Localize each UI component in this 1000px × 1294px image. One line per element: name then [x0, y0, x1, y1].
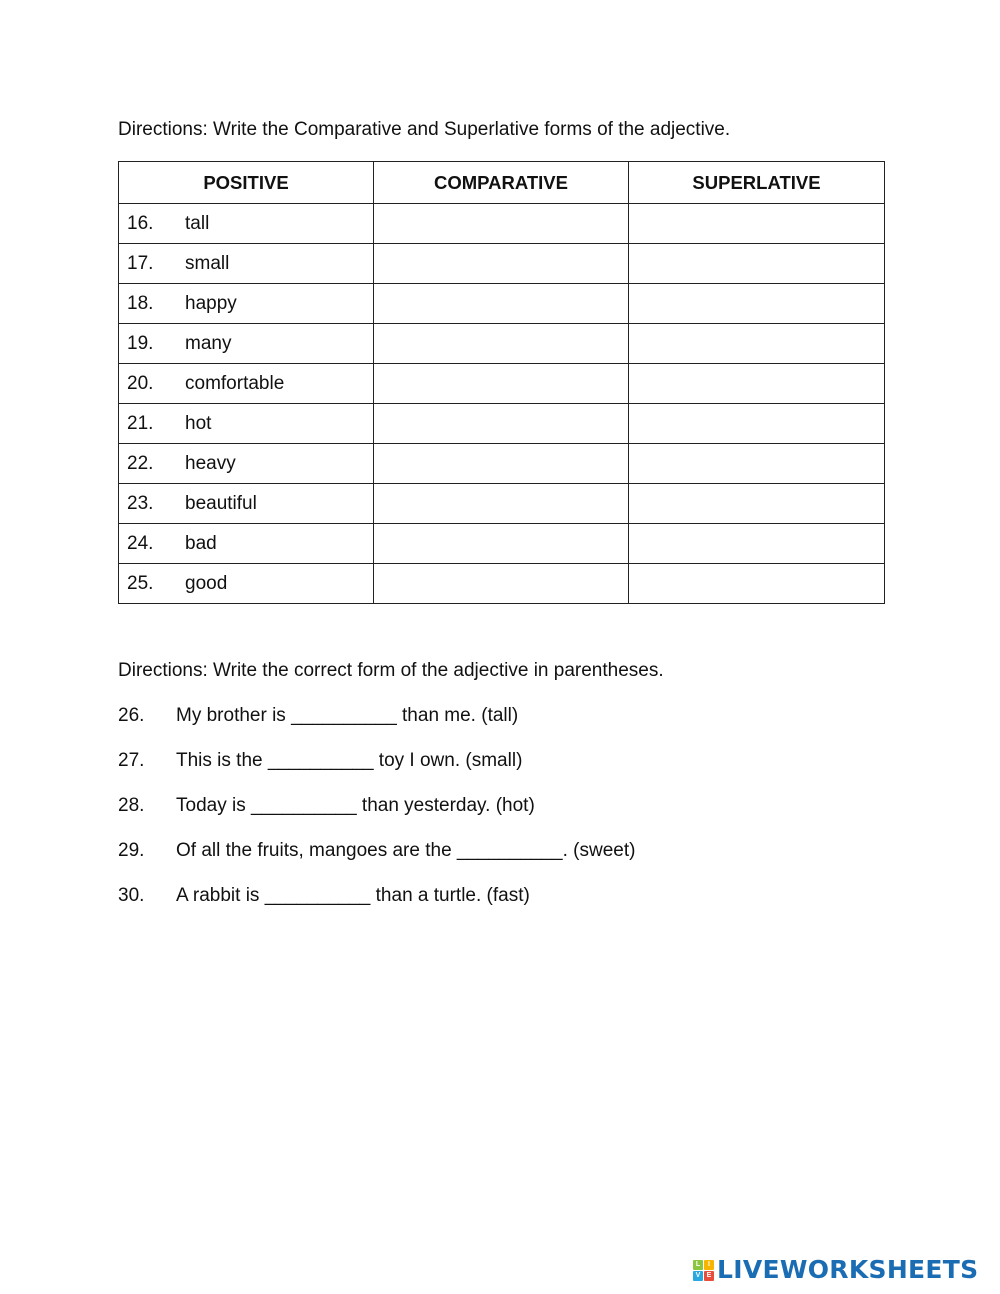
- comparative-answer-cell[interactable]: [374, 524, 629, 564]
- comparative-answer-cell[interactable]: [374, 284, 629, 324]
- item-number: 23.: [127, 493, 154, 514]
- item-number: 27.: [118, 750, 145, 771]
- positive-cell: [119, 564, 374, 604]
- sentence-text[interactable]: This is the __________ toy I own. (small): [176, 750, 523, 771]
- positive-adjective: good: [185, 573, 228, 594]
- positive-cell: [119, 484, 374, 524]
- comparative-answer-cell[interactable]: [374, 204, 629, 244]
- column-header-comparative: COMPARATIVE: [374, 162, 629, 204]
- positive-adjective: happy: [185, 293, 237, 314]
- comparative-answer-cell[interactable]: [374, 404, 629, 444]
- item-number: 21.: [127, 413, 154, 434]
- positive-cell: [119, 284, 374, 324]
- comparative-answer-cell[interactable]: [374, 244, 629, 284]
- positive-adjective: heavy: [185, 453, 236, 474]
- item-number: 30.: [118, 885, 145, 906]
- superlative-answer-cell[interactable]: [629, 284, 885, 324]
- table-row: [119, 204, 885, 244]
- positive-adjective: comfortable: [185, 373, 285, 394]
- superlative-answer-cell[interactable]: [629, 444, 885, 484]
- item-number: 28.: [118, 795, 145, 816]
- sentence-text[interactable]: Today is __________ than yesterday. (hot): [176, 795, 535, 816]
- table-row: [119, 324, 885, 364]
- logo-mark-tile: E: [704, 1271, 714, 1281]
- sentence-text[interactable]: A rabbit is __________ than a turtle. (fast): [176, 885, 530, 906]
- column-header-superlative: SUPERLATIVE: [629, 162, 885, 204]
- logo-mark-icon: [693, 1260, 714, 1281]
- superlative-answer-cell[interactable]: [629, 204, 885, 244]
- positive-adjective: small: [185, 253, 230, 274]
- comparative-answer-cell[interactable]: [374, 444, 629, 484]
- item-number: 17.: [127, 253, 154, 274]
- item-number: 25.: [127, 573, 154, 594]
- logo-mark-tile: L: [693, 1260, 703, 1270]
- positive-adjective: many: [185, 333, 232, 354]
- positive-adjective: beautiful: [185, 493, 257, 514]
- item-number: 24.: [127, 533, 154, 554]
- table-row: [119, 364, 885, 404]
- table-row: [119, 404, 885, 444]
- positive-adjective: tall: [185, 213, 210, 234]
- table-row: [119, 564, 885, 604]
- comparative-answer-cell[interactable]: [374, 364, 629, 404]
- table-row: [119, 244, 885, 284]
- sentence-text[interactable]: Of all the fruits, mangoes are the __________. (sweet): [176, 840, 636, 861]
- superlative-answer-cell[interactable]: [629, 524, 885, 564]
- positive-cell: [119, 324, 374, 364]
- positive-cell: [119, 204, 374, 244]
- table-row: [119, 284, 885, 324]
- item-number: 26.: [118, 705, 145, 726]
- comparative-answer-cell[interactable]: [374, 484, 629, 524]
- positive-cell: [119, 244, 374, 284]
- superlative-answer-cell[interactable]: [629, 244, 885, 284]
- comparative-answer-cell[interactable]: [374, 324, 629, 364]
- superlative-answer-cell[interactable]: [629, 324, 885, 364]
- superlative-answer-cell[interactable]: [629, 484, 885, 524]
- sentence-text[interactable]: My brother is __________ than me. (tall): [176, 705, 519, 726]
- superlative-answer-cell[interactable]: [629, 404, 885, 444]
- logo-mark-tile: V: [693, 1271, 703, 1281]
- item-number: 19.: [127, 333, 154, 354]
- table-row: [119, 484, 885, 524]
- logo-text: LIVEWORKSHEETS: [717, 1255, 979, 1284]
- positive-cell: [119, 404, 374, 444]
- logo-mark-tile: I: [704, 1260, 714, 1270]
- table-row: [119, 444, 885, 484]
- comparative-answer-cell[interactable]: [374, 564, 629, 604]
- directions-correct-form: Directions: Write the correct form of the adjective in parentheses.: [118, 660, 664, 681]
- table-header-row: [119, 162, 885, 204]
- item-number: 18.: [127, 293, 154, 314]
- item-number: 16.: [127, 213, 154, 234]
- superlative-answer-cell[interactable]: [629, 364, 885, 404]
- positive-cell: [119, 444, 374, 484]
- positive-adjective: hot: [185, 413, 212, 434]
- item-number: 20.: [127, 373, 154, 394]
- item-number: 29.: [118, 840, 145, 861]
- positive-cell: [119, 524, 374, 564]
- item-number: 22.: [127, 453, 154, 474]
- positive-cell: [119, 364, 374, 404]
- adjective-forms-table: [118, 161, 885, 604]
- table-row: [119, 524, 885, 564]
- liveworksheets-logo: [693, 1255, 978, 1285]
- superlative-answer-cell[interactable]: [629, 564, 885, 604]
- positive-adjective: bad: [185, 533, 217, 554]
- column-header-positive: POSITIVE: [119, 162, 374, 204]
- directions-comparative-superlative: Directions: Write the Comparative and Superlative forms of the adjective.: [118, 119, 731, 140]
